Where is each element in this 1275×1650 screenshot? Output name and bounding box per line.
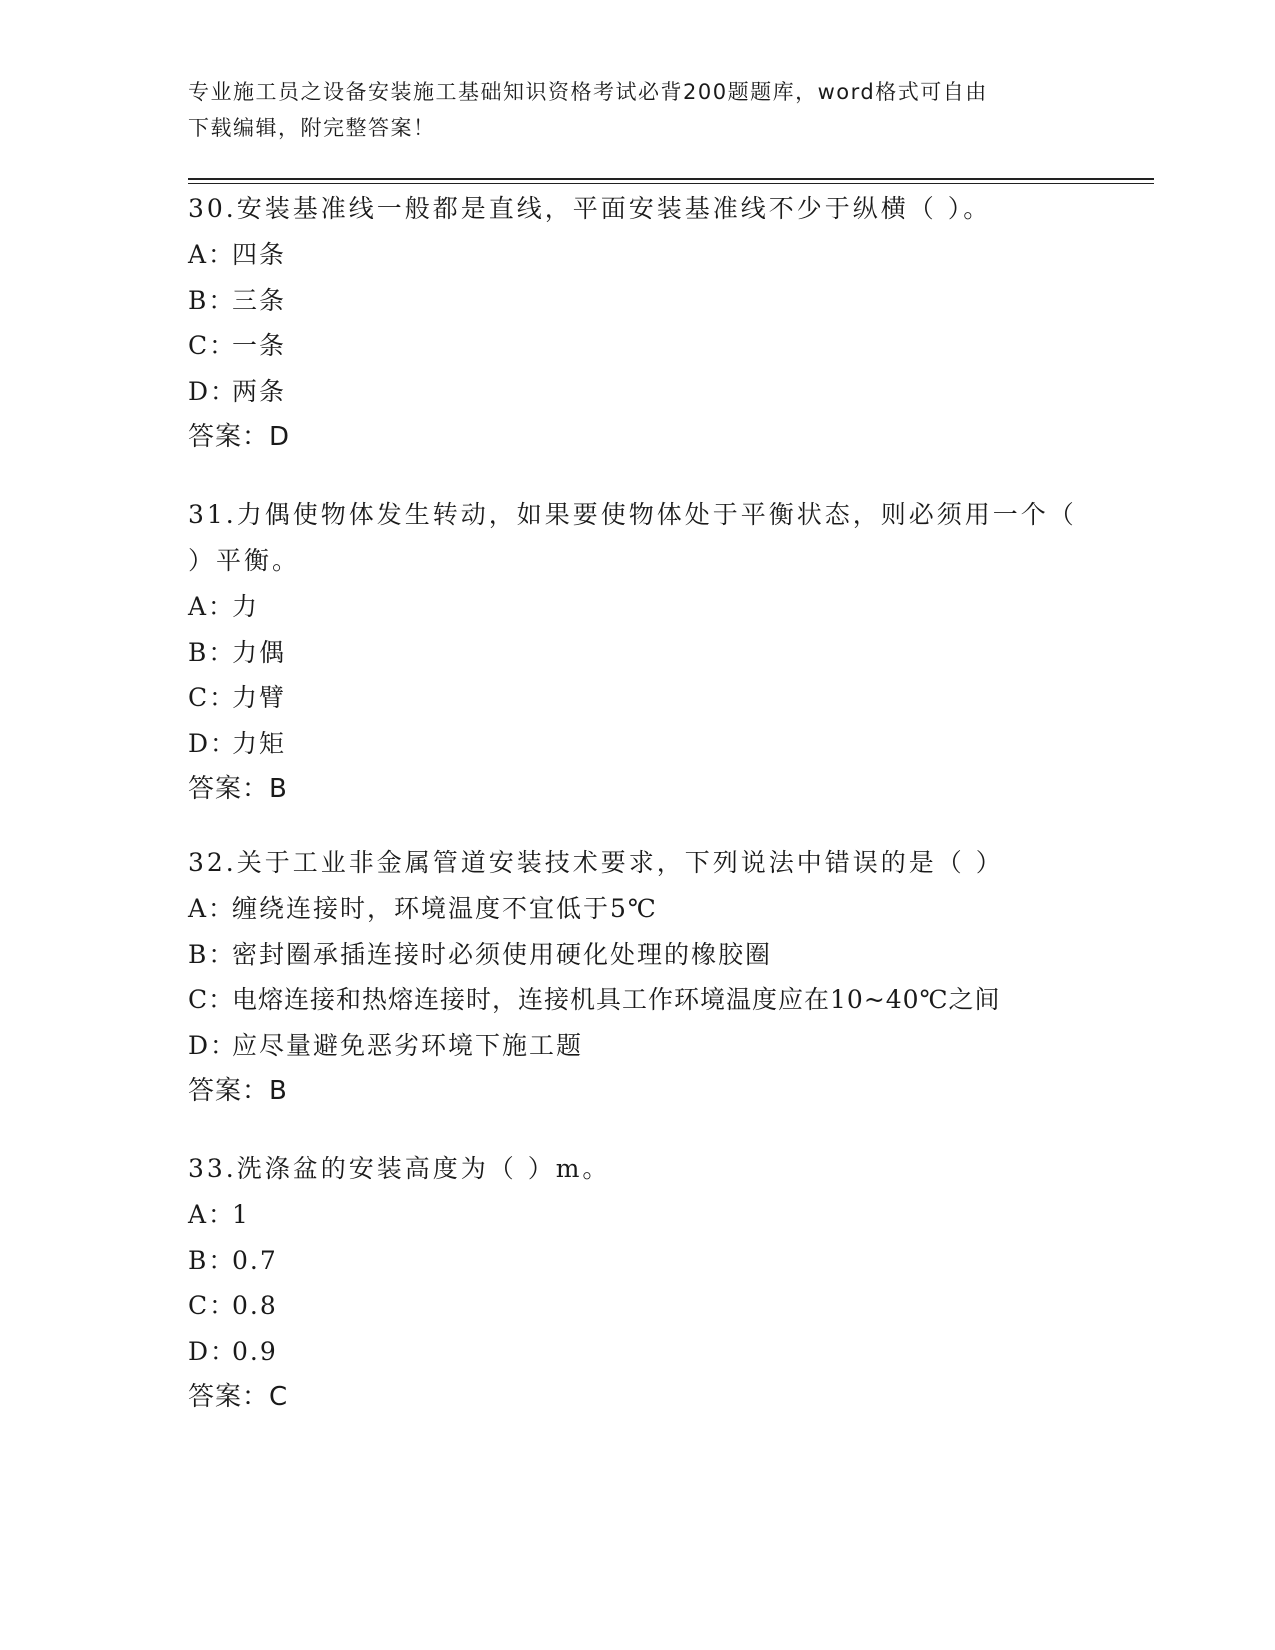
option-label: D： xyxy=(188,1030,238,1060)
header-divider-thick xyxy=(188,178,1154,180)
option-c xyxy=(188,1283,1088,1329)
option-text: 力臂 xyxy=(232,683,287,712)
option-b xyxy=(188,932,1088,978)
question-text: 31.力偶使物体发生转动，如果要使物体处于平衡状态，则必须用一个（ ）平衡。 xyxy=(188,500,1077,575)
header-line-2: 下载编辑，附完整答案！ xyxy=(188,116,436,140)
option-a xyxy=(188,584,1088,630)
question-text: 33.洗涤盆的安装高度为（ ）m。 xyxy=(188,1154,611,1183)
option-b xyxy=(188,630,1088,676)
option-label: A： xyxy=(188,1200,236,1229)
option-d xyxy=(188,1023,1088,1069)
option-label: C： xyxy=(188,1291,237,1320)
question-30 xyxy=(188,186,1088,460)
answer-text: 答案：B xyxy=(188,1076,288,1106)
option-d xyxy=(188,721,1088,767)
option-label: A： xyxy=(188,240,236,269)
question-text: 32.关于工业非金属管道安装技术要求，下列说法中错误的是（ ） xyxy=(188,848,1004,877)
option-text: 缠绕连接时，环境温度不宜低于5℃ xyxy=(232,894,658,923)
option-label: C： xyxy=(188,331,237,360)
option-b xyxy=(188,1238,1088,1284)
option-text: 1 xyxy=(232,1200,250,1229)
option-text: 一条 xyxy=(232,331,287,360)
option-label: C： xyxy=(188,985,235,1014)
option-c xyxy=(188,323,1088,369)
option-label: D： xyxy=(188,1336,238,1366)
option-text: 两条 xyxy=(232,376,287,406)
option-label: D： xyxy=(188,376,238,406)
option-label: D： xyxy=(188,728,238,758)
option-text: 力偶 xyxy=(232,637,287,667)
option-text: 密封圈承插连接时必须使用硬化处理的橡胶圈 xyxy=(232,939,773,969)
question-text: 30.安装基准线一般都是直线，平面安装基准线不少于纵横（ ）。 xyxy=(188,194,992,223)
option-text: 力 xyxy=(232,592,260,621)
option-c xyxy=(188,675,1088,721)
option-text: 0.8 xyxy=(232,1291,278,1320)
answer-text: 答案：C xyxy=(188,1382,289,1412)
option-text: 0.7 xyxy=(232,1245,278,1275)
option-label: B： xyxy=(188,939,236,969)
answer-text: 答案：B xyxy=(188,774,288,804)
header-line-1: 专业施工员之设备安装施工基础知识资格考试必背200题题库，word格式可自由 xyxy=(188,80,988,104)
question-32 xyxy=(188,840,1088,1114)
option-text: 三条 xyxy=(232,285,287,315)
option-a xyxy=(188,886,1088,932)
option-text: 应尽量避免恶劣环境下施工题 xyxy=(232,1030,584,1060)
option-label: A： xyxy=(188,592,236,621)
option-label: B： xyxy=(188,637,236,667)
option-text: 四条 xyxy=(232,240,287,269)
option-d xyxy=(188,1329,1088,1375)
question-31 xyxy=(188,492,1088,812)
option-c xyxy=(188,977,1088,1023)
option-text: 电熔连接和热熔连接时，连接机具工作环境温度应在10~40℃之间 xyxy=(232,985,1001,1014)
option-label: B： xyxy=(188,285,236,315)
option-text: 力矩 xyxy=(232,728,287,758)
option-label: A： xyxy=(188,894,236,923)
option-d xyxy=(188,369,1088,415)
option-a xyxy=(188,232,1088,278)
answer-text: 答案：D xyxy=(188,422,291,452)
option-label: C： xyxy=(188,683,237,712)
document-header xyxy=(188,74,1068,146)
option-text: 0.9 xyxy=(232,1336,278,1366)
option-b xyxy=(188,278,1088,324)
option-label: B： xyxy=(188,1245,236,1275)
header-divider-thin xyxy=(188,183,1154,184)
question-33 xyxy=(188,1146,1088,1420)
option-a xyxy=(188,1192,1088,1238)
